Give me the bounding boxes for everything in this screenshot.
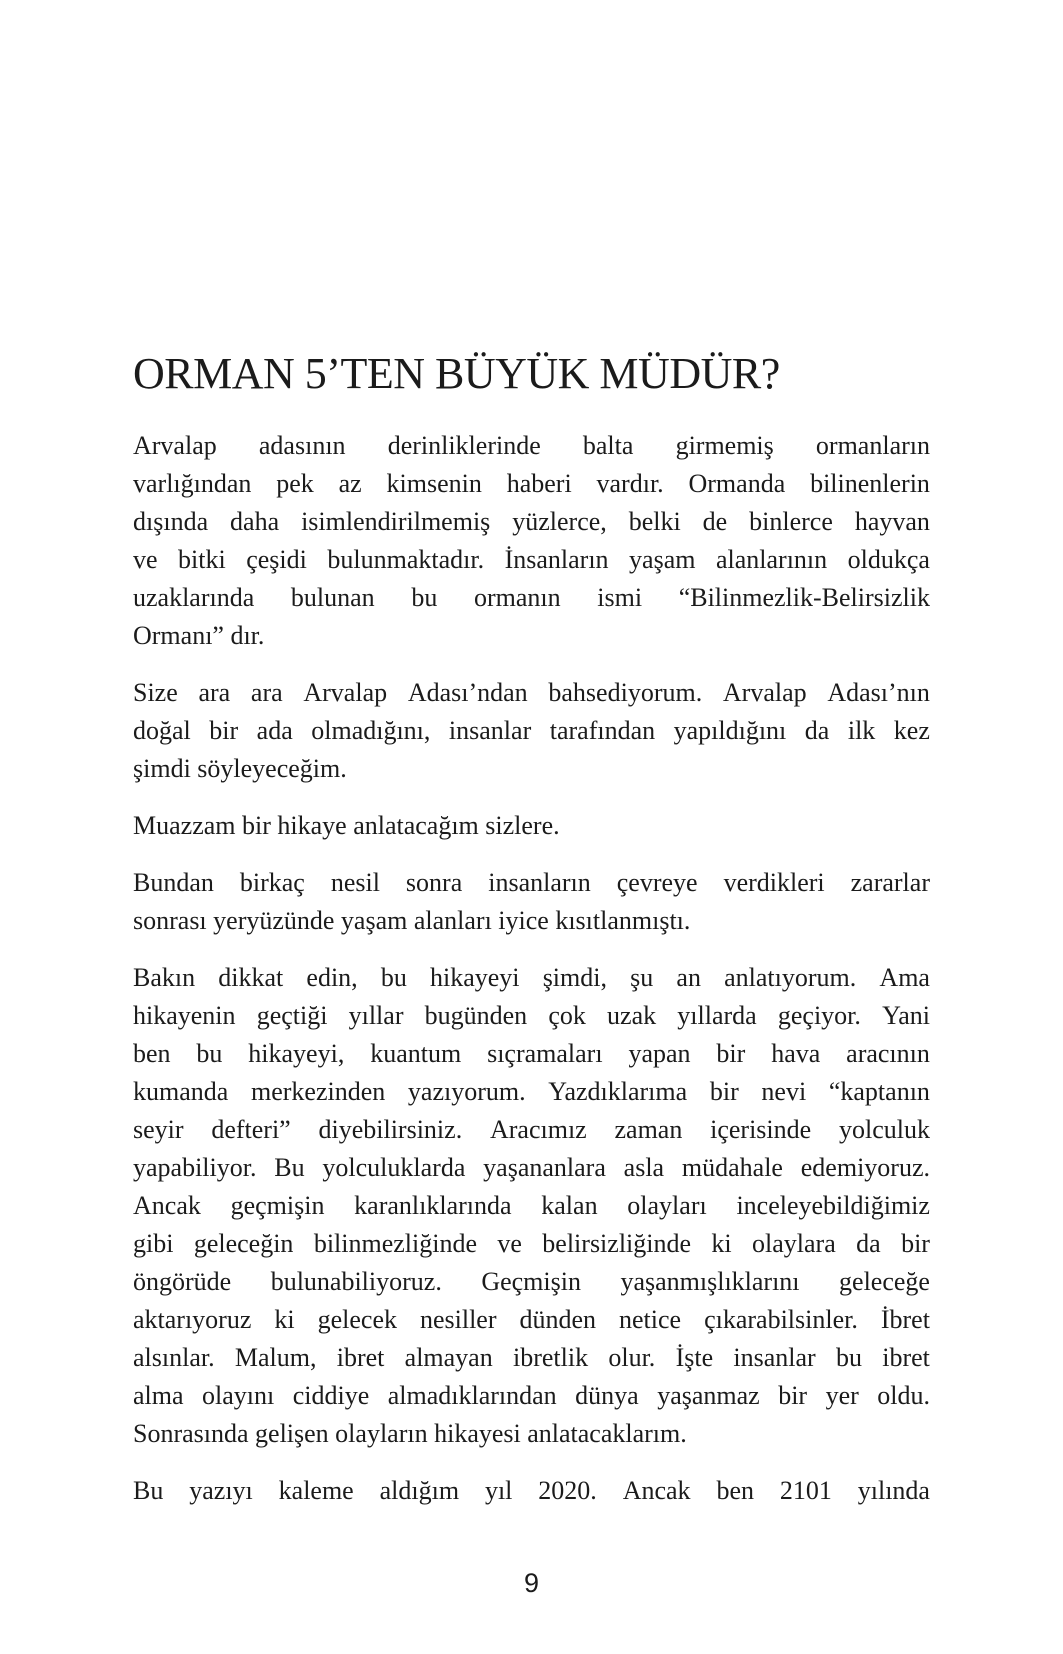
paragraph [133,1472,930,1510]
page-number: 9 [523,1568,540,1598]
text-line: kumanda merkezinden yazıyorum. Yazdıklarıma bir nevi “kaptanın [133,1077,930,1107]
text-line: uzaklarında bulunan bu ormanın ismi “Bilinmezlik-Belirsizlik [133,583,930,613]
text-line: alsınlar. Malum, ibret almayan ibretlik olur. İşte insanlar bu ibret [133,1343,930,1373]
text-line: aktarıyoruz ki gelecek nesiller dünden netice çıkarabilsinler. İbret [133,1305,930,1335]
text-line: Bu yazıyı kaleme aldığım yıl 2020. Ancak ben 2101 yılında [133,1476,930,1506]
chapter-title: ORMAN 5’TEN BÜYÜK MÜDÜR? [133,349,780,398]
body-text [133,427,930,1510]
text-line: hikayenin geçtiği yıllar bugünden çok uzak yıllarda geçiyor. Yani [133,1001,930,1031]
text-line: varlığından pek az kimsenin haberi vardır. Ormanda bilinenlerin [133,469,930,499]
text-line: seyir defteri” diyebilirsiniz. Aracımız zaman içerisinde yolculuk [133,1115,930,1145]
text-line: gibi geleceğin bilinmezliğinde ve belirsizliğinde ki olaylara da bir [133,1229,930,1259]
text-line: Sonrasında gelişen olayların hikayesi anlatacaklarım. [133,1419,687,1449]
text-line: öngörüde bulunabiliyoruz. Geçmişin yaşanmışlıklarını geleceğe [133,1267,930,1297]
text-line: Bundan birkaç nesil sonra insanların çevreye verdikleri zararlar [133,868,930,898]
text-line: şimdi söyleyeceğim. [133,754,347,784]
paragraph [133,427,930,655]
paragraph [133,807,930,845]
text-line: Ancak geçmişin karanlıklarında kalan olayları inceleyebildiğimiz [133,1191,930,1221]
text-line: yapabiliyor. Bu yolculuklarda yaşananlara asla müdahale edemiyoruz. [133,1153,930,1183]
paragraph [133,864,930,940]
text-line: alma olayını ciddiye almadıklarından dünya yaşanmaz bir yer oldu. [133,1381,930,1411]
text-line: sonrası yeryüzünde yaşam alanları iyice kısıtlanmıştı. [133,906,691,936]
text-line: dışında daha isimlendirilmemiş yüzlerce, belki de binlerce hayvan [133,507,930,537]
text-line: Muazzam bir hikaye anlatacağım sizlere. [133,811,560,841]
text-line: ve bitki çeşidi bulunmaktadır. İnsanların yaşam alanlarının oldukça [133,545,930,575]
text-line: Size ara ara Arvalap Adası’ndan bahsediyorum. Arvalap Adası’nın [133,678,930,708]
paragraph [133,959,930,1453]
text-line: ben bu hikayeyi, kuantum sıçramaları yapan bir hava aracının [133,1039,930,1069]
text-line: doğal bir ada olmadığını, insanlar tarafından yapıldığını da ilk kez [133,716,930,746]
text-block [133,349,930,1510]
text-line: Bakın dikkat edin, bu hikayeyi şimdi, şu an anlatıyorum. Ama [133,963,930,993]
text-line: Ormanı” dır. [133,621,265,651]
paragraph [133,674,930,788]
text-line: Arvalap adasının derinliklerinde balta girmemiş ormanların [133,431,930,461]
